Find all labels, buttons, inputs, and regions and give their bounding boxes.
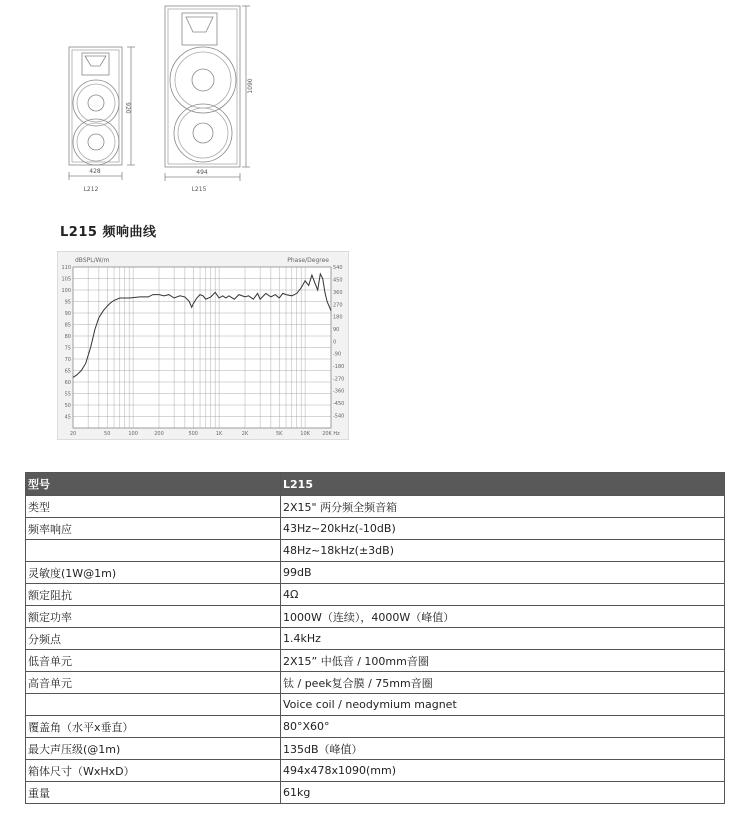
y-tick-label-left: 75 [64,345,71,352]
l215-width-label: 494 [196,169,208,176]
table-row [26,672,725,694]
y-tick-label-left: 80 [64,334,71,340]
y-tick-label-right: -360 [333,388,345,395]
l212-caption: L212 [83,186,99,193]
x-tick-label: 2K [241,431,249,437]
spec-label-cell: 分频点 [26,628,281,650]
header-cell-model-label: 型号 [26,473,281,496]
section-title: L215 频响曲线 [60,225,157,240]
y-tick-label-left: 85 [64,322,71,329]
x-tick-label: 5K [275,431,283,437]
speaker-drawings [0,0,753,205]
y-tick-label-right: -90 [333,351,342,358]
frequency-response-chart [57,251,349,440]
x-tick-label: 20 [69,431,77,437]
table-row [26,540,725,562]
spec-table [25,472,725,804]
y-tick-label-right: 540 [333,265,343,271]
spec-label-cell: 频率响应 [26,518,281,540]
spec-value-cell: 2X15" 两分频全频音箱 [281,496,725,518]
spec-value-cell: Voice coil / neodymium magnet [281,694,725,716]
spec-value-cell: 1000W（连续），4000W（峰值） [281,606,725,628]
table-row [26,606,725,628]
spec-label-cell: 额定功率 [26,606,281,628]
y-tick-label-left: 60 [64,380,71,386]
y-tick-label-right: 450 [333,277,343,284]
l215-woofer-top [170,47,236,113]
y-tick-label-left: 50 [64,403,71,409]
table-row [26,694,725,716]
spec-value-cell: 135dB（峰值） [281,738,725,760]
table-row [26,782,725,804]
spec-value-cell: 99dB [281,562,725,584]
spec-label-cell: 最大声压级(@1m) [26,738,281,760]
y-tick-label-right: -270 [333,376,345,383]
l215-height-label: 1090 [247,78,254,94]
y-tick-label-left: 70 [64,357,71,363]
y-tick-label-left: 105 [61,276,71,283]
l215-caption: L215 [191,186,207,193]
spec-label-cell: 高音单元 [26,672,281,694]
table-header-row [26,473,725,496]
y-tick-label-right: -450 [333,401,345,408]
table-row [26,584,725,606]
spec-label-cell [26,694,281,716]
y-tick-label-right: 180 [333,314,343,321]
spec-label-cell: 灵敏度(1W@1m) [26,562,281,584]
x-tick-label: 20K Hz [322,431,340,437]
spec-value-cell: 494x478x1090(mm) [281,760,725,782]
table-row [26,760,725,782]
x-tick-label: 100 [128,431,138,437]
x-tick-label: 10K [300,431,310,437]
y-tick-label-right: -180 [333,364,345,371]
spec-label-cell: 类型 [26,496,281,518]
y-tick-label-left: 110 [61,265,71,271]
spec-value-cell: 43Hz~20kHz(-10dB) [281,518,725,540]
chart-ylabel-right: Phase/Degree [287,257,329,264]
spec-value-cell: 80°X60° [281,716,725,738]
x-tick-label: 200 [154,431,164,437]
table-row [26,562,725,584]
y-tick-label-left: 90 [64,311,71,317]
l212-height-label: 920 [124,102,131,114]
l215-horn [182,13,217,45]
y-tick-label-left: 45 [64,414,71,421]
spec-label-cell: 重量 [26,782,281,804]
spec-label-cell: 箱体尺寸（WxHxD） [26,760,281,782]
table-row [26,650,725,672]
l212-width-label: 428 [89,168,101,175]
table-row [26,738,725,760]
spec-label-cell: 覆盖角（水平x垂直） [26,716,281,738]
table-row [26,716,725,738]
header-cell-model-value: L215 [281,473,725,496]
x-tick-label: 500 [188,431,198,437]
spec-value-cell: 4Ω [281,584,725,606]
y-tick-label-right: 0 [333,339,337,346]
spec-value-cell: 48Hz~18kHz(±3dB) [281,540,725,562]
chart-ylabel-left: dBSPL/W/m [75,257,110,264]
table-row [26,628,725,650]
y-tick-label-left: 95 [64,299,71,306]
y-tick-label-right: 90 [333,326,340,333]
y-tick-label-left: 55 [64,391,71,398]
y-tick-label-right: 270 [333,302,343,309]
y-tick-label-left: 100 [61,288,71,294]
table-row [26,518,725,540]
y-tick-label-left: 65 [64,368,71,375]
y-tick-label-right: -540 [333,413,345,420]
spec-value-cell: 1.4kHz [281,628,725,650]
table-row [26,496,725,518]
spec-label-cell: 额定阻抗 [26,584,281,606]
x-tick-label: 50 [104,431,111,437]
spec-value-cell: 2X15” 中低音 / 100mm音圈 [281,650,725,672]
y-tick-label-right: 360 [333,289,343,296]
x-tick-label: 1K [215,431,223,437]
spec-label-cell: 低音单元 [26,650,281,672]
spec-label-cell [26,540,281,562]
spec-value-cell: 61kg [281,782,725,804]
spec-value-cell: 钛 / peek复合膜 / 75mm音圈 [281,672,725,694]
